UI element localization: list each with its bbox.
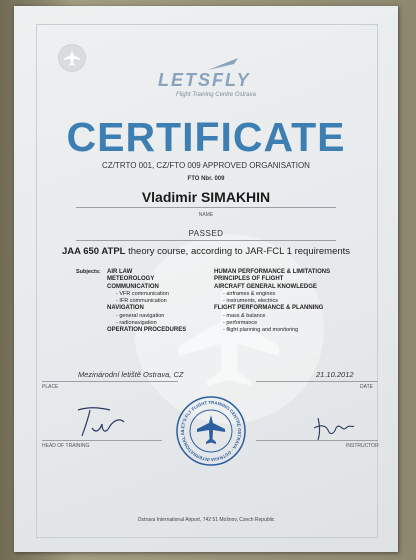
holder-name: Vladimir SIMAKHIN xyxy=(141,189,271,205)
date-rule xyxy=(256,381,378,382)
subject-item: PRINCIPLES OF FLIGHT xyxy=(214,276,284,283)
subjects-left-list xyxy=(107,269,186,335)
place-value: Mezinárodní letiště Ostrava, CZ xyxy=(78,370,184,379)
subject-item: - instruments, electrics xyxy=(223,298,279,305)
date-label: DATE xyxy=(360,384,373,390)
subject-item: COMMUNICATION xyxy=(107,283,159,290)
subjects-right-list xyxy=(214,269,330,335)
subject-item: - general navigation xyxy=(116,312,165,319)
date-value: 21.10.2012 xyxy=(316,370,354,379)
subject-item: - airframes & engines xyxy=(223,290,276,297)
subject-item: - VFR communication xyxy=(116,290,169,297)
subject-item: OPERATION PROCEDURES xyxy=(107,327,187,334)
organisation-seal xyxy=(175,395,247,467)
subject-item: METEOROLOGY xyxy=(107,276,155,283)
subject-item: HUMAN PERFORMANCE & LIMITATIONS xyxy=(214,269,331,275)
logo-plane-icon xyxy=(206,54,240,74)
subject-item: - performance xyxy=(223,320,258,327)
subject-item: - radionavigation xyxy=(116,320,157,327)
fto-number: FTO Nbr. 009 xyxy=(187,176,225,182)
head-signature-rule xyxy=(42,440,162,441)
course-name: JAA 650 ATPL xyxy=(61,246,126,257)
logo-wordmark: LETSFLY xyxy=(158,70,251,90)
approval-line: CZ/TRTO 001, CZ/FTO 009 APPROVED ORGANISATION xyxy=(102,161,310,170)
corner-plane-icon xyxy=(58,44,86,72)
course-description: theory course, according to JAR-FCL 1 requirements xyxy=(125,246,351,257)
logo-tagline: Flight Training Centre Ostrava xyxy=(176,92,256,98)
place-rule xyxy=(42,381,178,382)
footer-address: Ostrava International Airport, 742 51 Mošnov, Czech Republic xyxy=(137,517,275,523)
certificate-paper xyxy=(14,6,398,552)
result-text: PASSED xyxy=(188,229,224,238)
head-of-training-label: HEAD OF TRAINING xyxy=(42,443,90,449)
course-line xyxy=(14,246,398,257)
subject-item: FLIGHT PERFORMANCE & PLANNING xyxy=(214,305,324,312)
instructor-signature-rule xyxy=(256,440,378,441)
name-rule xyxy=(76,207,336,208)
certificate-title: CERTIFICATE xyxy=(66,114,346,160)
subject-item: AIRCRAFT GENERAL KNOWLEDGE xyxy=(214,283,317,290)
head-of-training-signature xyxy=(72,404,128,440)
subject-item: - IFR communication xyxy=(116,298,167,305)
seal-plane-icon xyxy=(197,415,225,444)
instructor-label: INSTRUCTOR xyxy=(346,443,379,449)
subject-item: - flight planning and monitoring xyxy=(223,327,299,334)
subject-item: AIR LAW xyxy=(107,269,133,275)
subject-item: NAVIGATION xyxy=(107,305,144,312)
subjects-label: Subjects: xyxy=(76,269,101,275)
subject-item: - mass & balance xyxy=(223,312,266,319)
place-label: PLACE xyxy=(42,384,59,390)
result-rule xyxy=(76,240,336,241)
name-label: NAME xyxy=(198,212,214,218)
seal-text: LET'S FLY FLIGHT TRAINING CENTRE OSTRAVA · OSTRAVA INTERNATIONAL AI xyxy=(179,399,243,463)
